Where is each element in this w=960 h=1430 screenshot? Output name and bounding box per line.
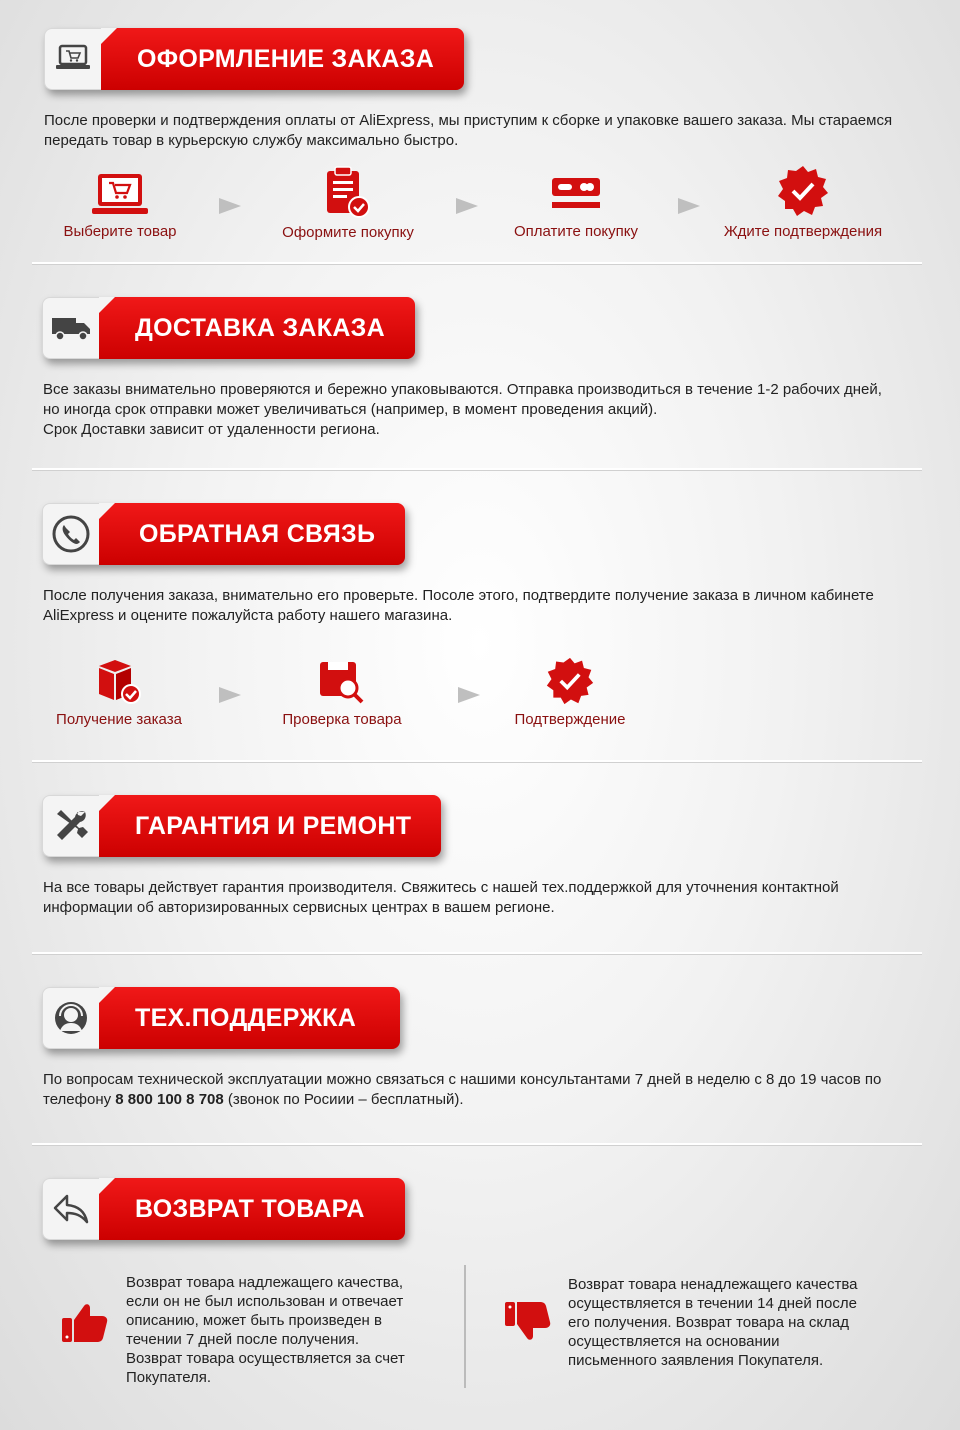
badge-check-icon — [500, 656, 640, 711]
return-line: если он не был использован и отвечает — [126, 1293, 404, 1310]
step-inspect — [272, 658, 412, 728]
feedback-banner — [42, 503, 405, 565]
thumbs-up-icon — [60, 1300, 110, 1351]
badge-check-icon — [718, 164, 888, 223]
support-text-before: По вопросам технической эксплуатации можно связаться с нашими консультантами 7 дней в неделю с 8 до 19 часов по телефону — [43, 1071, 882, 1108]
box-check-icon — [48, 658, 190, 711]
return-line: осуществляется на основании — [568, 1333, 780, 1350]
step-label: Получение заказа — [56, 711, 182, 728]
delivery-title: ДОСТАВКА ЗАКАЗА — [135, 313, 385, 342]
clipboard-check-icon — [272, 165, 424, 224]
divider — [32, 468, 922, 470]
return-line: письменного заявления Покупателя. — [568, 1352, 824, 1369]
support-banner — [42, 987, 400, 1049]
credit-card-icon — [500, 172, 652, 223]
return-arrow-icon — [42, 1178, 99, 1240]
step-label: Оформите покупку — [282, 224, 414, 241]
arrow-icon — [458, 687, 480, 703]
return-line: Возврат товара осуществляется за счет — [126, 1350, 405, 1367]
step-label: Проверка товара — [282, 711, 402, 728]
box-search-icon — [272, 658, 412, 711]
divider — [32, 952, 922, 954]
divider — [464, 1265, 466, 1388]
support-title: ТЕХ.ПОДДЕРЖКА — [135, 1003, 357, 1032]
truck-icon — [42, 297, 99, 359]
phone-icon — [42, 503, 99, 565]
arrow-icon — [219, 198, 241, 214]
step-receive — [48, 658, 190, 728]
return-bad-text — [568, 1275, 898, 1370]
step-choose — [50, 172, 190, 240]
delivery-line: но иногда срок отправки может увеличиваться (например, в момент проведения акций). — [43, 401, 658, 418]
step-confirm — [500, 656, 640, 728]
support-text-after: (звонок по Росиии – бесплатный). — [223, 1091, 464, 1108]
return-line: осуществляется в течении 14 дней после — [568, 1295, 857, 1312]
feedback-title: ОБРАТНАЯ СВЯЗЬ — [139, 519, 376, 548]
delivery-text — [43, 380, 913, 440]
returns-title: ВОЗВРАТ ТОВАРА — [135, 1194, 365, 1223]
divider — [32, 1143, 922, 1145]
return-line: его получения. Возврат товара на склад — [568, 1314, 849, 1331]
divider — [32, 262, 922, 264]
order-title: ОФОРМЛЕНИЕ ЗАКАЗА — [137, 44, 435, 73]
step-wait — [718, 164, 888, 240]
tools-icon — [42, 795, 99, 857]
laptop-cart-icon — [44, 28, 101, 90]
return-line: течении 7 дней после получения. — [126, 1331, 360, 1348]
returns-banner — [42, 1178, 405, 1240]
order-banner — [44, 28, 464, 90]
delivery-banner — [42, 297, 415, 359]
delivery-line: Срок Доставки зависит от удаленности региона. — [43, 421, 380, 438]
support-text — [43, 1070, 913, 1110]
step-label: Подтверждение — [514, 711, 626, 728]
warranty-banner — [42, 795, 441, 857]
arrow-icon — [219, 687, 241, 703]
step-label: Выберите товар — [63, 223, 177, 240]
warranty-title: ГАРАНТИЯ И РЕМОНТ — [135, 811, 412, 840]
order-text: После проверки и подтверждения оплаты от AliExpress, мы приступим к сборке и упаковке вашего заказа. Мы стараемся передать товар в курьерскую службу максимально быстро. — [44, 112, 893, 149]
delivery-line: Все заказы внимательно проверяются и бережно упаковываются. Отправка производиться в течение 1-2 рабочих дней, — [43, 381, 882, 398]
return-line: описанию, может быть произведен в — [126, 1312, 382, 1329]
step-checkout — [272, 165, 424, 241]
divider — [32, 760, 922, 762]
step-label: Ждите подтверждения — [723, 223, 883, 240]
return-good-text — [126, 1273, 446, 1387]
arrow-icon — [678, 198, 700, 214]
warranty-text: На все товары действует гарантия производителя. Свяжитесь с нашей тех.поддержкой для уточнения контактной информации об авторизированных сервисных центрах в вашем регионе. — [43, 879, 839, 916]
laptop-cart-icon — [50, 172, 190, 223]
thumbs-down-icon — [503, 1298, 553, 1349]
step-pay — [500, 172, 652, 240]
support-phone[interactable]: 8 800 100 8 708 — [115, 1091, 224, 1108]
step-label: Оплатите покупку — [513, 223, 639, 240]
arrow-icon — [456, 198, 478, 214]
return-line: Возврат товара ненадлежащего качества — [568, 1276, 858, 1293]
headset-icon — [42, 987, 99, 1049]
feedback-text: После получения заказа, внимательно его проверьте. Посоле этого, подтвердите получение заказа в личном кабинете AliExpress и оцените пожалуйста работу нашего магазина. — [43, 587, 874, 624]
return-line: Возврат товара надлежащего качества, — [126, 1274, 404, 1291]
return-line: Покупателя. — [126, 1369, 212, 1386]
